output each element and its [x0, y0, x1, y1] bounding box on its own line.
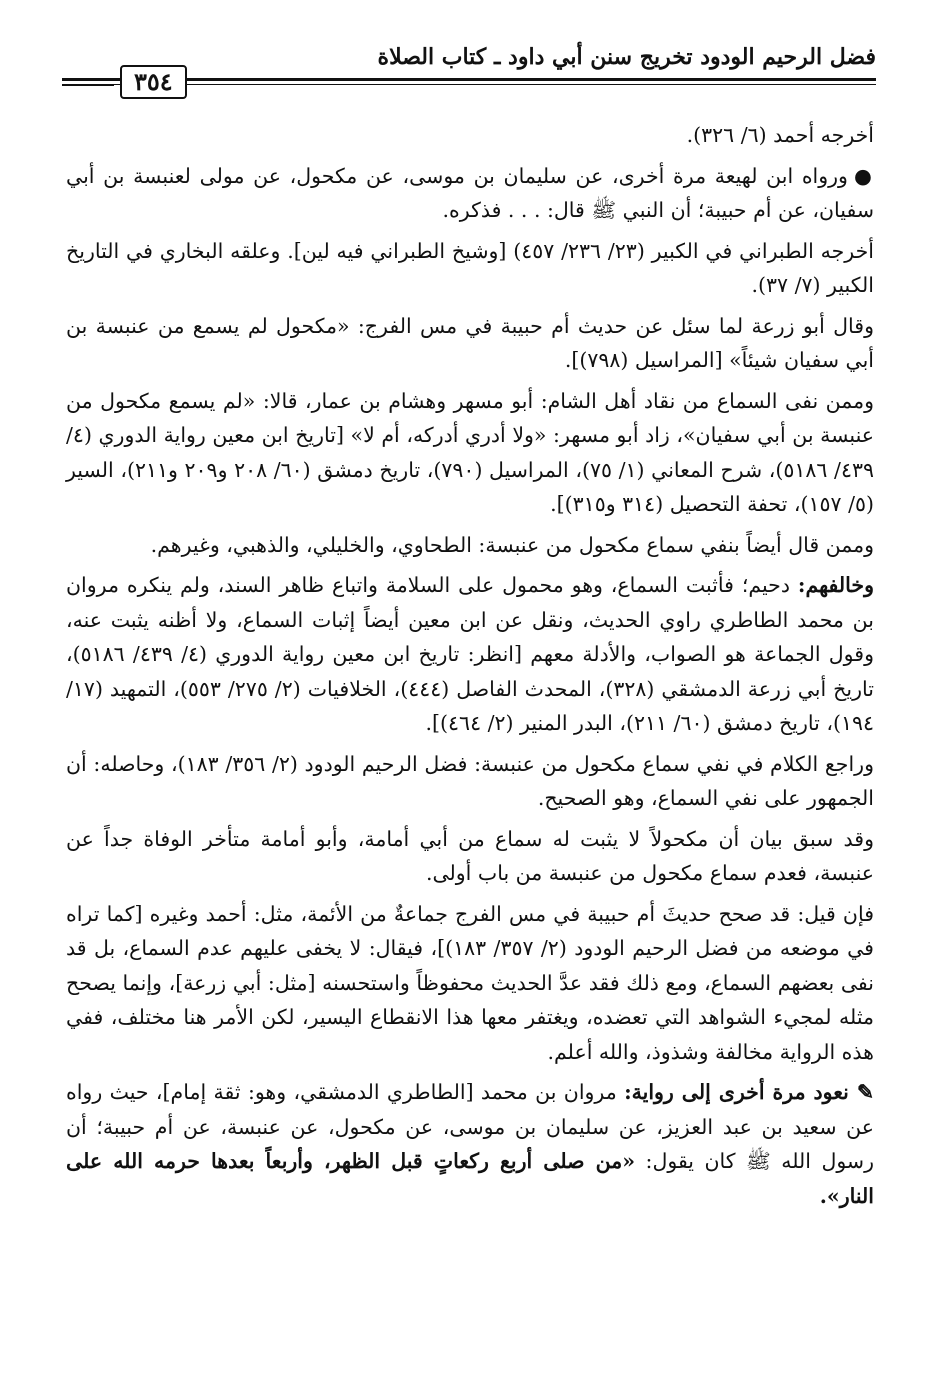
paragraph-1: أخرجه أحمد (٦/ ٣٢٦). [686, 123, 874, 147]
paragraph-2-text: ورواه ابن لهيعة مرة أخرى، عن سليمان بن موسى، عن مكحول، عن مولى لعنبسة بن أبي سفيان، عن أم حبيبة؛ أن النبي ﷺ قال: . . . فذكره. [66, 163, 874, 222]
paragraph-5: وممن نفى السماع من نقاد أهل الشام: أبو مسهر وهشام بن عمار، قالا: «لم يسمع مكحول من عنبسة بن أبي سفيان»، زاد أبو مسهر: «ولا أدري أدركه، أم لا» [تاريخ ابن معين رواية الدوري (٤/ ٤٣٩/ ٥١٨٦)، شرح المعاني (١/ ٧٥)، المراسيل (٧٩٠)، تاريخ دمشق (٦٠/ ٢٠٨ و٢٠٩ و٢١١)، السير (٥/ ١٥٧)، تحفة التحصيل (٣١٤ و٣١٥)]. [66, 388, 874, 516]
paragraph-10: فإن قيل: قد صحح حديثَ أم حبيبة في مس الفرج جماعةٌ من الأئمة، مثل: أحمد وغيره [كما تراه في موضعه من فضل الرحيم الودود (٢/ ٣٥٧/ ١٨٣)]، فيقال: لا يخفى عليهم عدم السماع، بل قد نفى بعضهم السماع، ومع ذلك فقد عدَّ الحديث محفوظاً واستحسنه [مثل: أبي زرعة]، وإنما يصحح مثله لمجيء الشواهد التي تعضده، ويغتفر معها هذا الانقطاع اليسير، لكن الأمر هنا مختلف، ففي هذه الرواية مخالفة وشذوذ، والله أعلم. [66, 901, 874, 1064]
paragraph-3: أخرجه الطبراني في الكبير (٢٣/ ٢٣٦/ ٤٥٧) [وشيخ الطبراني فيه لين]. وعلقه البخاري في التاريخ الكبير (٧/ ٣٧). [66, 238, 874, 297]
page-header [62, 40, 876, 100]
paragraph-6: وممن قال أيضاً بنفي سماع مكحول من عنبسة: الطحاوي، والخليلي، والذهبي، وغيرهم. [150, 532, 874, 557]
paragraph-11-text: مروان بن محمد [الطاطري الدمشقي، وهو: ثقة إمام]، حيث رواه عن سعيد بن عبد العزيز، عن سليمان بن موسى، عن مكحول، عن عنبسة، عن أم حبيبة؛ أن رسول الله ﷺ كان يقول: [66, 1080, 875, 1173]
paragraph-2 [66, 159, 874, 228]
paragraph-4: وقال أبو زرعة لما سئل عن حديث أم حبيبة في مس الفرج: «مكحول لم يسمع من عنبسة بن أبي سفيان شيئاً» [المراسيل (٧٩٨)]. [66, 313, 874, 372]
paragraph-7 [66, 568, 874, 741]
page-number-ornament [62, 64, 252, 100]
hadith-quote: «من صلى أربع ركعاتٍ قبل الظهر، وأربعاً بعدها حرمه الله على النار». [66, 1149, 874, 1208]
paragraph-9: وقد سبق بيان أن مكحولاً لا يثبت له سماع من أبي أمامة، وأبو أمامة متأخر الوفاة جداً عن عنبسة، فعدم سماع مكحول من عنبسة من باب أولى. [66, 826, 874, 885]
paragraph-7-lead: وخالفهم: [797, 573, 874, 597]
body-text [66, 118, 874, 1219]
running-title: فضل الرحيم الودود تخريج سنن أبي داود ـ كتاب الصلاة [377, 44, 876, 70]
ornament-lines [62, 78, 114, 86]
paragraph-8: وراجع الكلام في نفي سماع مكحول من عنبسة: فضل الرحيم الودود (٢/ ٣٥٦/ ١٨٣)، وحاصله: أن الجمهور على نفي السماع، وهو الصحيح. [66, 751, 874, 810]
page-number: ٣٥٤ [120, 65, 187, 99]
paragraph-7-text: دحيم؛ فأثبت السماع، وهو محمول على السلامة واتباع ظاهر السند، ولم ينكره مروان بن محمد الطاطري راوي الحديث، ونقل عن ابن معين أيضاً إثبات السماع، ولا أظنه يثبت عنه، وقول الجماعة هو الصواب، والأدلة معهم [انظر: تاريخ ابن معين رواية الدوري (٤/ ٤٣٩/ ٥١٨٦)، تاريخ أبي زرعة الدمشقي (٣٢٨)، المحدث الفاصل (٤٤٤)، الخلافيات (٢/ ٢٧٥/ ٥٥٣)، التمهيد (١٧/ ١٩٤)، تاريخ دمشق (٦٠/ ٢١١)، البدر المنير (٢/ ٤٦٤)]. [66, 573, 874, 735]
paragraph-11 [66, 1075, 874, 1213]
bullet-icon: ● [853, 163, 874, 188]
paragraph-11-lead: ✎ نعود مرة أخرى إلى رواية: [624, 1080, 874, 1104]
